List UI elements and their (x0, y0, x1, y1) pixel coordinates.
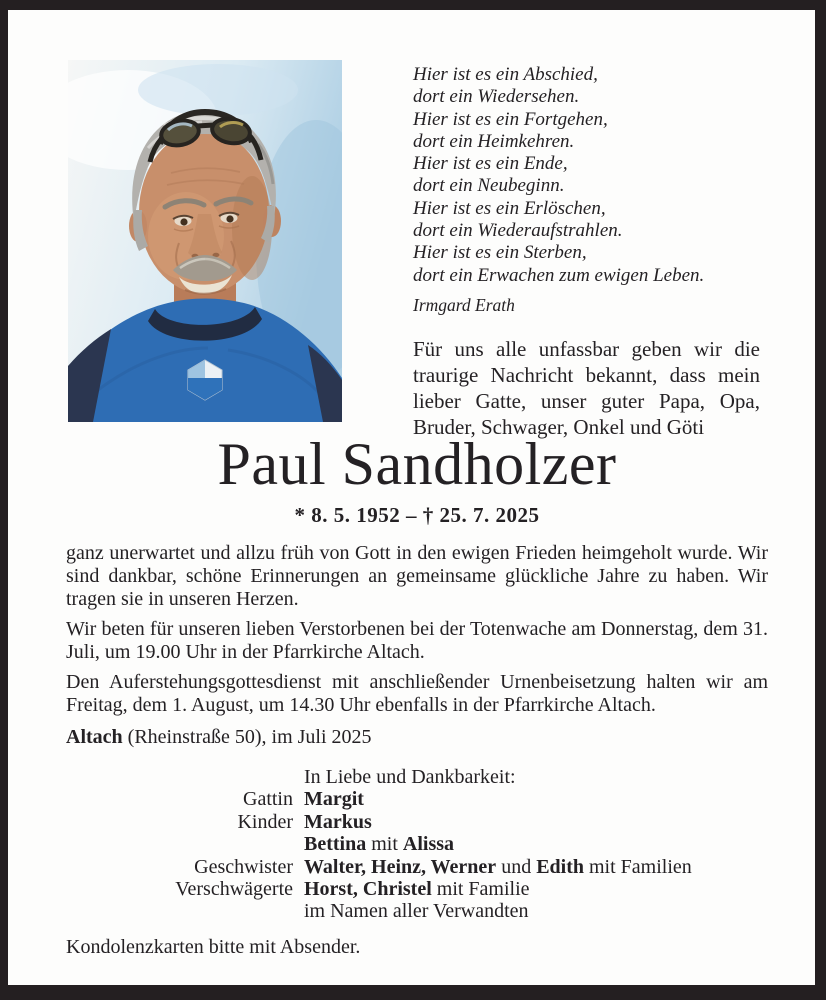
birth-death-dates: * 8. 5. 1952 – † 25. 7. 2025 (294, 503, 540, 527)
family-names (304, 766, 516, 788)
body-paragraph: Den Auferstehungsgottesdienst mit anschließender Urnenbeisetzung halten wir am Freitag, dem 1. August, um 14.30 Uhr ebenfalls in der Pfarrkirche Altach. (66, 671, 768, 716)
family-relation-label (66, 766, 293, 788)
place-date-line (66, 726, 768, 749)
family-names (304, 811, 372, 833)
family-row (66, 811, 768, 833)
body-paragraph: ganz unerwartet und allzu früh von Gott in den ewigen Frieden heimgeholt wurde. Wir sind dankbar, schöne Erinnerungen an gemeinsame glückliche Jahre zu haben. Wir tragen sie in unseren Herzen. (66, 542, 768, 610)
family-relation-label: Kinder (237, 810, 293, 833)
condolence-note: Kondolenzkarten bitte mit Absender. (66, 935, 361, 958)
place-name: Altach (66, 726, 123, 748)
family-names (304, 833, 454, 855)
family-text: und (496, 855, 537, 878)
family-row (66, 833, 768, 855)
family-member-name: Alissa (402, 833, 455, 856)
family-text: im Namen aller Verwandten (304, 900, 529, 923)
family-relation-label (66, 833, 293, 855)
poem-lines (413, 64, 760, 287)
poem-line: Hier ist es ein Abschied, (413, 64, 598, 85)
portrait-photo (68, 60, 342, 422)
family-row (66, 766, 768, 788)
poem-line: dort ein Wiedersehen. (413, 86, 580, 108)
poem-line: Hier ist es ein Fortgehen, (413, 108, 608, 130)
family-names (304, 900, 529, 922)
family-member-name: Bettina (304, 833, 367, 856)
family-names (304, 878, 530, 900)
family-row (66, 900, 768, 922)
family-member-name: Horst, Christel (304, 878, 432, 901)
place-date-rest: (Rheinstraße 50), im Juli 2025 (122, 726, 372, 748)
body-paragraph: Wir beten für unseren lieben Verstorbenen bei der Totenwache am Donnerstag, dem 31. Juli, um 19.00 Uhr in der Pfarrkirche Altach. (66, 618, 768, 663)
family-row (66, 878, 768, 900)
obituary-content (66, 10, 768, 959)
poem-line: dort ein Erwachen zum ewigen Leben. (413, 264, 705, 286)
deceased-name: Paul Sandholzer (217, 431, 617, 497)
family-member-name: Walter, Heinz, Werner (304, 855, 497, 878)
poem-line: dort ein Wiederaufstrahlen. (413, 220, 623, 242)
family-relation-label: Geschwister (194, 855, 293, 878)
family-text: mit Familien (584, 855, 692, 878)
poem-author: Irmgard Erath (413, 294, 515, 315)
family-relation-label (66, 900, 293, 922)
right-column (413, 60, 760, 440)
family-member-name: Edith (536, 855, 584, 878)
poem-line: Hier ist es ein Sterben, (413, 242, 587, 264)
family-member-name: Margit (304, 788, 364, 811)
family-member-name: Markus (304, 810, 372, 833)
family-list (66, 766, 768, 923)
family-relation-label: Verschwägerte (175, 878, 293, 901)
poem-line: dort ein Heimkehren. (413, 130, 575, 152)
family-relation-label: Gattin (243, 788, 293, 811)
intro-paragraph: Für uns alle unfassbar geben wir die traurige Nachricht bekannt, dass mein lieber Gatte, unser guter Papa, Opa, Bruder, Schwager, Onkel und Göti (413, 336, 760, 439)
family-names (304, 788, 364, 810)
poem-line: Hier ist es ein Erlöschen, (413, 197, 606, 219)
family-text: mit Familie (431, 878, 530, 901)
family-row (66, 788, 768, 810)
poem-line: Hier ist es ein Ende, (413, 153, 568, 175)
family-text: In Liebe und Dankbarkeit: (304, 766, 516, 788)
top-section (66, 60, 768, 439)
poem-line: dort ein Neubeginn. (413, 175, 565, 197)
body-paragraphs (66, 542, 768, 717)
family-text: mit (366, 833, 403, 856)
family-names (304, 856, 692, 878)
family-row (66, 856, 768, 878)
portrait-illustration (68, 60, 342, 422)
